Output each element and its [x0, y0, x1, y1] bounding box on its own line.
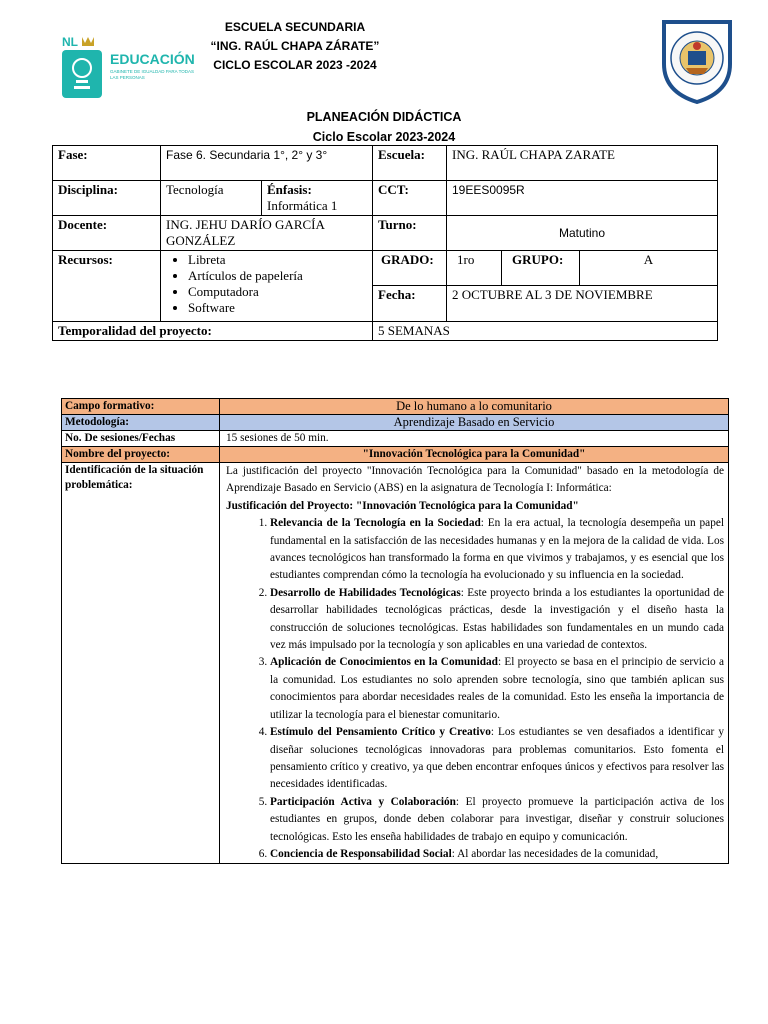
temporalidad-value: 5 SEMANAS	[373, 322, 718, 341]
temporalidad-label: Temporalidad del proyecto:	[53, 322, 373, 341]
table-row	[53, 251, 718, 286]
disciplina-label: Disciplina:	[53, 181, 161, 216]
docente-value: ING. JEHU DARÍO GARCÍA GONZÁLEZ	[161, 216, 373, 251]
school-heading	[200, 18, 390, 75]
grupo-value: A	[580, 251, 718, 286]
table-row	[62, 415, 729, 431]
logo-nl-text: NL	[62, 35, 78, 49]
list-item: 5. Participación Activa y Colaboración: El proyecto promueve la participación activa de los estudiantes en grupos, donde deben colaborar para investigar, diseñar y construir soluciones tecnológicas. Esto les enseña habilidades de trabajo en equipo y comunicación.	[270, 794, 724, 846]
school-line-3: CICLO ESCOLAR 2023 -2024	[213, 58, 377, 72]
sesiones-value: 15 sesiones de 50 min.	[220, 431, 729, 447]
school-line-1: ESCUELA SECUNDARIA	[224, 20, 366, 34]
project-table	[61, 398, 729, 864]
disciplina-value: Tecnología	[161, 181, 262, 216]
list-item: 2. Desarrollo de Habilidades Tecnológicas: Este proyecto brinda a los estudiantes la oportunidad de desarrollar habilidades tecnológicas prácticas, desde la investigación y el diseño hasta la construcción de soluciones tecnológicas. Estas habilidades son fundamentales en un mundo cada vez más impulsado por la tecnología y son aplicables en una variedad de contextos.	[270, 585, 724, 655]
list-item: 6. Conciencia de Responsabilidad Social: Al abordar las necesidades de la comunidad,	[270, 846, 724, 863]
docente-label: Docente:	[53, 216, 161, 251]
turno-value: Matutino	[447, 216, 718, 251]
metodologia-value: Aprendizaje Basado en Servicio	[220, 415, 729, 431]
grado-value: 1ro	[447, 251, 502, 286]
fecha-value: 2 OCTUBRE AL 3 DE NOVIEMBRE	[447, 286, 718, 322]
escuela-label: Escuela:	[373, 146, 447, 181]
sesiones-label: No. De sesiones/Fechas	[62, 431, 220, 447]
enfasis-cell	[262, 181, 373, 216]
fase-label: Fase:	[53, 146, 161, 181]
campo-value: De lo humano a lo comunitario	[220, 399, 729, 415]
fecha-label: Fecha:	[373, 286, 447, 322]
logo-educacion-text: EDUCACIÓN	[110, 51, 195, 67]
table-row	[62, 463, 729, 864]
recursos-label: Recursos:	[53, 251, 161, 322]
table-row	[62, 399, 729, 415]
school-crest-logo	[660, 16, 734, 104]
table-row	[53, 146, 718, 181]
table-row	[62, 447, 729, 463]
justification-list	[226, 515, 724, 863]
list-item: • Libreta	[188, 252, 367, 268]
table-row	[62, 431, 729, 447]
justification-title: Justificación del Proyecto: "Innovación Tecnológica para la Comunidad"	[226, 499, 579, 512]
nombre-label: Nombre del proyecto:	[62, 447, 220, 463]
turno-label: Turno:	[373, 216, 447, 251]
document-title-block	[0, 107, 768, 147]
enfasis-value: Informática 1	[267, 198, 338, 213]
list-item: 4. Estímulo del Pensamiento Crítico y Creativo: Los estudiantes se ven desafiados a identificar y diseñar soluciones tecnológicas innovadoras para problemas comunitarios. Esto fomenta el pensamiento crítico y creativo, ya que deben encontrar enfoques únicos y efectivos para resolver las necesidades identificadas.	[270, 724, 724, 794]
list-item: • Software	[188, 300, 367, 316]
grupo-label: GRUPO:	[502, 251, 580, 286]
grado-label: GRADO:	[373, 251, 447, 286]
justification-cell	[220, 463, 729, 864]
list-item: • Artículos de papelería	[188, 268, 367, 284]
fase-value: Fase 6. Secundaria 1°, 2° y 3°	[161, 146, 373, 181]
table-row	[53, 181, 718, 216]
school-line-2: “ING. RAÚL CHAPA ZÁRATE”	[210, 39, 380, 53]
list-item: • Computadora	[188, 284, 367, 300]
table-row	[53, 322, 718, 341]
general-info-table	[52, 145, 718, 341]
recursos-list-cell	[161, 251, 373, 322]
list-item: 3. Aplicación de Conocimientos en la Comunidad: El proyecto se basa en el principio de servicio a la comunidad. Los estudiantes no solo aprenden sobre tecnología, sino que también aplican sus conocimientos para abordar necesidades reales de la comunidad. Esto les enseña la importancia de utilizar la tecnología para el bienestar comunitario.	[270, 654, 724, 724]
nl-educacion-logo	[60, 34, 200, 102]
cct-value: 19EES0095R	[447, 181, 718, 216]
document-subtitle: Ciclo Escolar 2023-2024	[312, 130, 456, 144]
list-item: 1. Relevancia de la Tecnología en la Sociedad: En la era actual, la tecnología desempeña un papel fundamental en la satisfacción de las necesidades humanas y en la mejora de la calidad de vida. Los avances tecnológicos han transformado la forma en que vivimos y trabajamos, y es esencial que los estudiantes comprendan cómo la tecnología ha evolucionado y su influencia en la sociedad.	[270, 515, 724, 585]
metodologia-label: Metodología:	[62, 415, 220, 431]
campo-label: Campo formativo:	[62, 399, 220, 415]
table-row	[53, 216, 718, 251]
justification-intro: La justificación del proyecto "Innovación Tecnológica para la Comunidad" basado en la metodología de Aprendizaje Basado en Servicio (ABS) en la asignatura de Tecnología I: Informática:	[226, 465, 724, 495]
cct-label: CCT:	[373, 181, 447, 216]
logo-subtitle: GABINETE DE IGUALDAD PARA TODAS LAS PERSONAS	[110, 69, 195, 80]
escuela-value: ING. RAÚL CHAPA ZARATE	[447, 146, 718, 181]
recursos-list	[166, 252, 367, 316]
enfasis-label: Énfasis:	[267, 182, 312, 197]
ident-label: Identificación de la situación problemática:	[62, 463, 220, 864]
nombre-value: "Innovación Tecnológica para la Comunidad"	[220, 447, 729, 463]
document-title: PLANEACIÓN DIDÁCTICA	[306, 110, 462, 124]
